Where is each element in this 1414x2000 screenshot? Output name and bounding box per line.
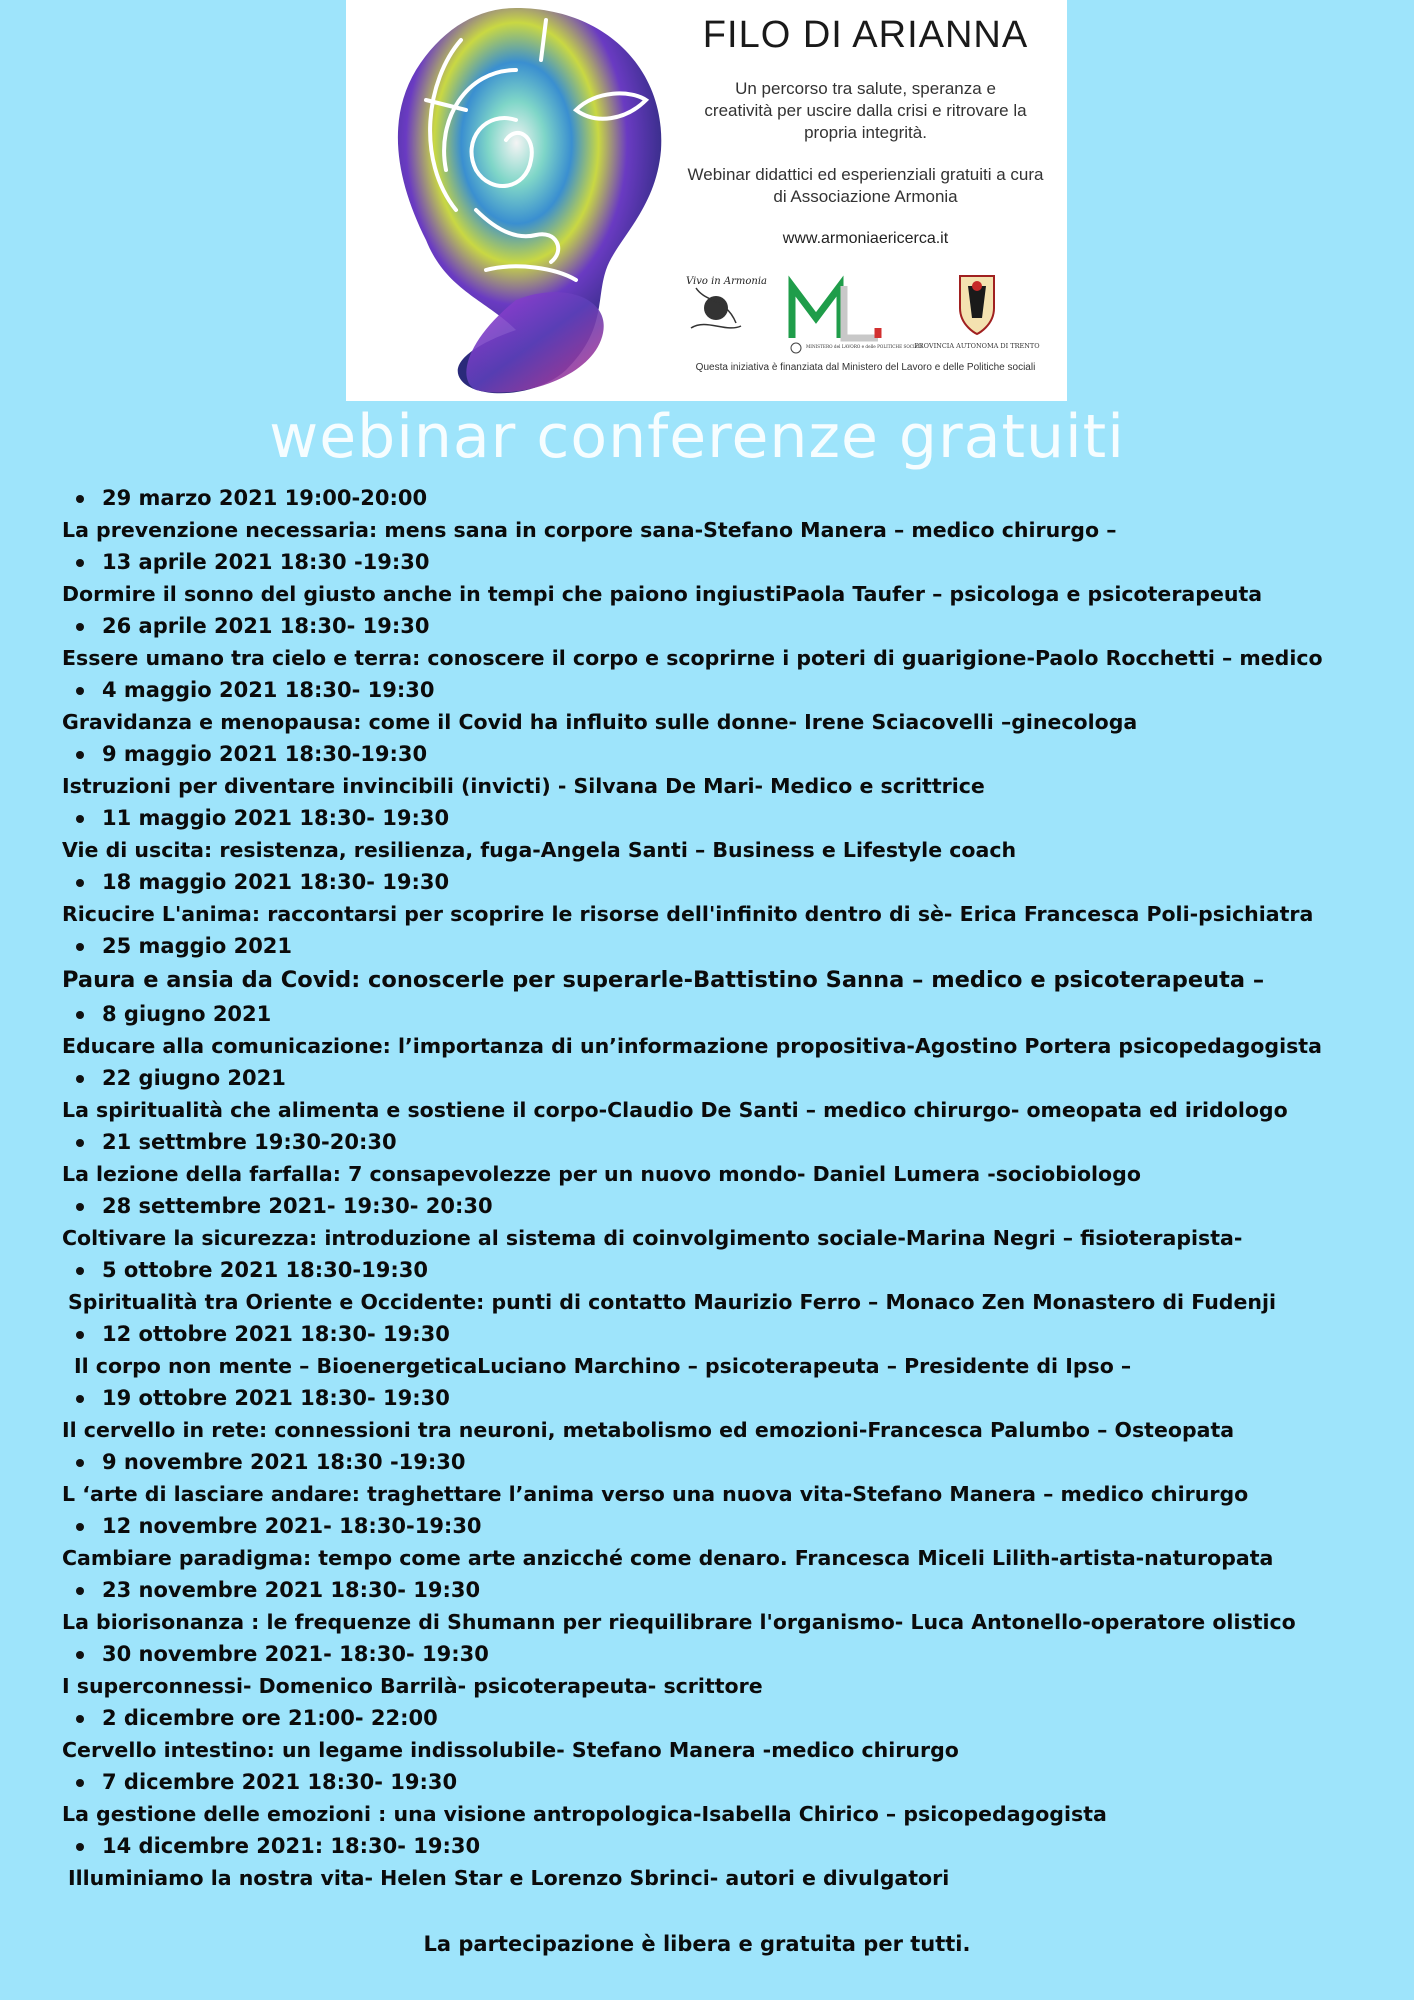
page-heading: webinar conferenze gratuiti bbox=[269, 402, 1125, 472]
bullet-icon bbox=[76, 1139, 84, 1147]
event-title: La spiritualità che alimenta e sostiene il corpo-Claudio De Santi – medico chirurgo- omeopata ed iridologo bbox=[62, 1098, 1288, 1122]
event-date: 25 maggio 2021 bbox=[62, 930, 1402, 962]
event-title: Istruzioni per diventare invincibili (invicti) - Silvana De Mari- Medico e scrittrice bbox=[62, 774, 985, 798]
event-date: 30 novembre 2021- 18:30- 19:30 bbox=[62, 1638, 1402, 1670]
bullet-icon bbox=[76, 687, 84, 695]
event-date: 12 ottobre 2021 18:30- 19:30 bbox=[62, 1318, 1402, 1350]
website-link[interactable]: www.armoniaericerca.it bbox=[782, 230, 949, 247]
event-title: Coltivare la sicurezza: introduzione al sistema di coinvolgimento sociale-Marina Negri – fisioterapista- bbox=[62, 1226, 1243, 1250]
event-title: L ‘arte di lasciare andare: traghettare l’anima verso una nuova vita-Stefano Manera – medico chirurgo bbox=[62, 1482, 1249, 1506]
banner-tagline: Un percorso tra salute, speranza e creatività per uscire dalla crisi e ritrovare la propria integrità. bbox=[704, 79, 1027, 142]
event-date: 2 dicembre ore 21:00- 22:00 bbox=[62, 1702, 1402, 1734]
bullet-icon bbox=[76, 751, 84, 759]
bullet-icon bbox=[76, 1843, 84, 1851]
event-date: 18 maggio 2021 18:30- 19:30 bbox=[62, 866, 1402, 898]
abstract-face-artwork bbox=[366, 0, 666, 401]
bullet-icon bbox=[76, 623, 84, 631]
event-date: 11 maggio 2021 18:30- 19:30 bbox=[62, 802, 1402, 834]
armonia-logo bbox=[676, 268, 768, 356]
event-date: 13 aprile 2021 18:30 -19:30 bbox=[62, 546, 1402, 578]
bullet-icon bbox=[76, 1587, 84, 1595]
event-banner bbox=[346, 0, 1067, 401]
banner-subtitle: Webinar didattici ed esperienziali gratuiti a cura di Associazione Armonia bbox=[687, 165, 1044, 206]
ministero-logo bbox=[782, 268, 923, 356]
bullet-icon bbox=[76, 495, 84, 503]
bullet-icon bbox=[76, 1459, 84, 1467]
event-title: Educare alla comunicazione: l’importanza di un’informazione propositiva-Agostino Portera psicopedagogista bbox=[62, 1034, 1322, 1058]
event-date: 22 giugno 2021 bbox=[62, 1062, 1402, 1094]
event-title: Il corpo non mente – BioenergeticaLuciano Marchino – psicoterapeuta – Presidente di Ipso – bbox=[74, 1354, 1132, 1378]
event-date: 4 maggio 2021 18:30- 19:30 bbox=[62, 674, 1402, 706]
event-title: Il cervello in rete: connessioni tra neuroni, metabolismo ed emozioni-Francesca Palumbo – Osteopata bbox=[62, 1418, 1235, 1442]
event-title: La prevenzione necessaria: mens sana in corpore sana-Stefano Manera – medico chirurgo – bbox=[62, 518, 1117, 542]
event-date: 8 giugno 2021 bbox=[62, 998, 1402, 1030]
event-date: 29 marzo 2021 19:00-20:00 bbox=[62, 482, 1402, 514]
event-title: La biorisonanza : le frequenze di Shumann per riequilibrare l'organismo- Luca Antonello-operatore olistico bbox=[62, 1610, 1296, 1634]
bullet-icon bbox=[76, 1651, 84, 1659]
bullet-icon bbox=[76, 1395, 84, 1403]
event-title: La lezione della farfalla: 7 consapevolezze per un nuovo mondo- Daniel Lumera -sociobiologo bbox=[62, 1162, 1141, 1186]
bullet-icon bbox=[76, 1331, 84, 1339]
armonia-logo-text: Vivo in Armonia bbox=[686, 276, 768, 287]
event-title: Vie di uscita: resistenza, resilienza, fuga-Angela Santi – Business e Lifestyle coach bbox=[62, 838, 1017, 862]
event-title: Illuminiamo la nostra vita- Helen Star e Lorenzo Sbrinci- autori e divulgatori bbox=[68, 1866, 950, 1890]
event-title: Cambiare paradigma: tempo come arte anzicché come denaro. Francesca Miceli Lilith-artista-naturopata bbox=[62, 1546, 1274, 1570]
bullet-icon bbox=[76, 879, 84, 887]
event-date: 14 dicembre 2021: 18:30- 19:30 bbox=[62, 1830, 1402, 1862]
bullet-icon bbox=[76, 1203, 84, 1211]
event-title: Ricucire L'anima: raccontarsi per scoprire le risorse dell'infinito dentro di sè- Erica Francesca Poli-psichiatra bbox=[62, 902, 1314, 926]
event-title: Essere umano tra cielo e terra: conoscere il corpo e scoprirne i poteri di guarigione-Paolo Rocchetti – medico bbox=[62, 646, 1323, 670]
ministero-logo-text: MINISTERO del LAVORO e delle POLITICHE SOCIALI bbox=[806, 344, 923, 349]
participation-note: La partecipazione è libera e gratuita per tutti. bbox=[423, 1932, 971, 1956]
event-title: I superconnessi- Domenico Barrilà- psicoterapeuta- scrittore bbox=[62, 1674, 763, 1698]
event-date: 12 novembre 2021- 18:30-19:30 bbox=[62, 1510, 1402, 1542]
event-date: 5 ottobre 2021 18:30-19:30 bbox=[62, 1254, 1402, 1286]
event-date: 23 novembre 2021 18:30- 19:30 bbox=[62, 1574, 1402, 1606]
event-title: Dormire il sonno del giusto anche in tempi che paiono ingiustiPaola Taufer – psicologa e psicoterapeuta bbox=[62, 582, 1263, 606]
event-title: Cervello intestino: un legame indissolubile- Stefano Manera -medico chirurgo bbox=[62, 1738, 959, 1762]
event-date: 19 ottobre 2021 18:30- 19:30 bbox=[62, 1382, 1402, 1414]
bullet-icon bbox=[76, 1011, 84, 1019]
event-date: 21 settmbre 19:30-20:30 bbox=[62, 1126, 1402, 1158]
trento-logo bbox=[902, 268, 1052, 356]
event-title: Paura e ansia da Covid: conoscerle per superarle-Battistino Sanna – medico e psicoterapeuta – bbox=[62, 967, 1265, 993]
funding-note: Questa iniziativa è finanziata dal Ministero del Lavoro e delle Politiche sociali bbox=[695, 362, 1036, 373]
bullet-icon bbox=[76, 559, 84, 567]
event-title: Gravidanza e menopausa: come il Covid ha influito sulle donne- Irene Sciacovelli –ginecologa bbox=[62, 710, 1138, 734]
bullet-icon bbox=[76, 1267, 84, 1275]
event-date: 28 settembre 2021- 19:30- 20:30 bbox=[62, 1190, 1402, 1222]
bullet-icon bbox=[76, 1075, 84, 1083]
event-date: 9 maggio 2021 18:30-19:30 bbox=[62, 738, 1402, 770]
banner-text bbox=[664, 0, 1067, 401]
banner-title: FILO DI ARIANNA bbox=[702, 14, 1029, 56]
bullet-icon bbox=[76, 815, 84, 823]
event-title: La gestione delle emozioni : una visione antropologica-Isabella Chirico – psicopedagogista bbox=[62, 1802, 1107, 1826]
event-date: 7 dicembre 2021 18:30- 19:30 bbox=[62, 1766, 1402, 1798]
event-date: 9 novembre 2021 18:30 -19:30 bbox=[62, 1446, 1402, 1478]
event-title: Spiritualità tra Oriente e Occidente: punti di contatto Maurizio Ferro – Monaco Zen Monastero di Fudenji bbox=[68, 1290, 1277, 1314]
bullet-icon bbox=[76, 1523, 84, 1531]
bullet-icon bbox=[76, 1715, 84, 1723]
bullet-icon bbox=[76, 1779, 84, 1787]
event-list bbox=[62, 482, 1402, 1894]
event-date: 26 aprile 2021 18:30- 19:30 bbox=[62, 610, 1402, 642]
bullet-icon bbox=[76, 943, 84, 951]
trento-logo-text: PROVINCIA AUTONOMA DI TRENTO bbox=[914, 342, 1040, 350]
sponsor-logos bbox=[664, 268, 1067, 356]
